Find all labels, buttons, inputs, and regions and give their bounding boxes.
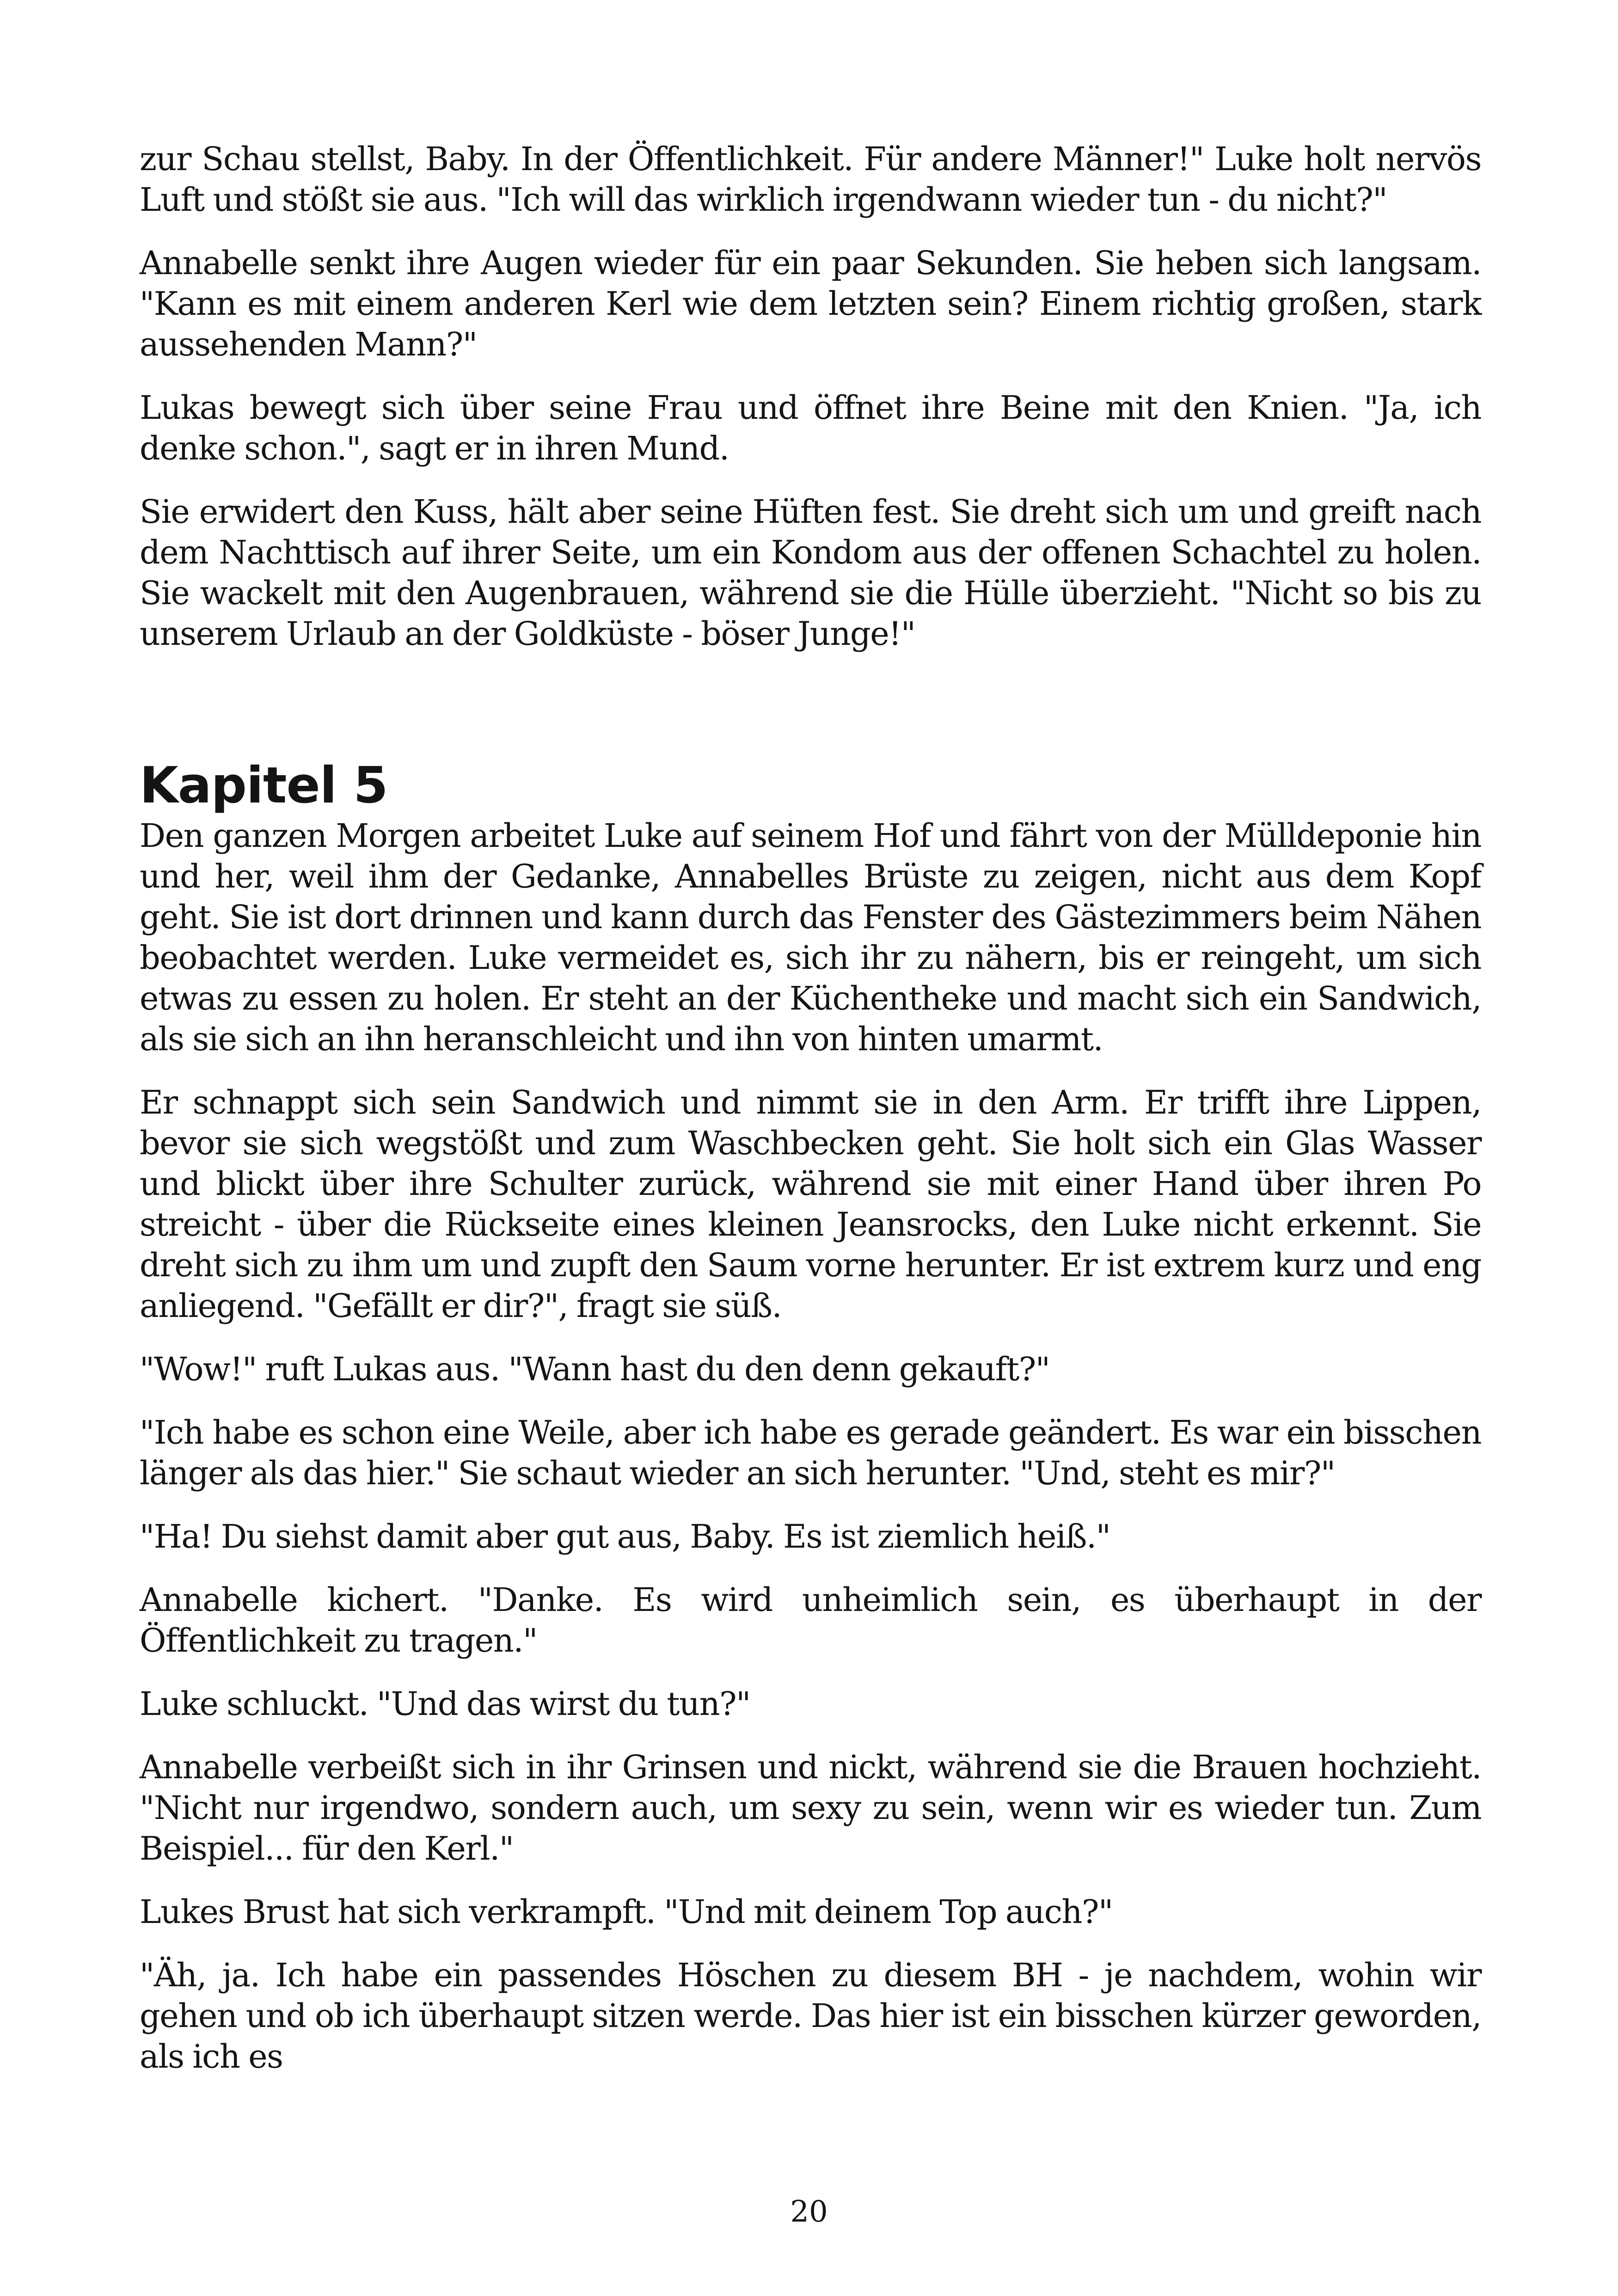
paragraph: Den ganzen Morgen arbeitet Luke auf seinem Hof und fährt von der Mülldeponie hin und her, weil ihm der Gedanke, Annabelles Brüste zu zeigen, nicht aus dem Kopf geht. Sie ist dort drinnen und kann durch das Fenster des Gästezimmers beim Nähen beobachtet werden. Luke vermeidet es, sich ihr zu nähern, bis er reingeht, um sich etwas zu essen zu holen. Er steht an der Küchentheke und macht sich ein Sandwich, als sie sich an ihn heranschleicht und ihn von hinten umarmt. [140, 817, 1481, 1058]
paragraph: "Wow!" ruft Lukas aus. "Wann hast du den denn gekauft?" [140, 1350, 1050, 1388]
paragraph: Lukes Brust hat sich verkrampft. "Und mit deinem Top auch?" [140, 1893, 1113, 1931]
page-number: 20 [790, 2195, 828, 2229]
chapter-heading: Kapitel 5 [140, 757, 388, 814]
paragraph: Annabelle verbeißt sich in ihr Grinsen und nickt, während sie die Brauen hochzieht. "Nicht nur irgendwo, sondern auch, um sexy zu sein, wenn wir es wieder tun. Zum Beispiel... für den Kerl." [140, 1748, 1481, 1867]
document-page [140, 139, 1481, 2247]
paragraph: Annabelle kichert. "Danke. Es wird unheimlich sein, es überhaupt in der Öffentlichkeit zu tragen." [140, 1581, 1481, 1659]
paragraph: "Äh, ja. Ich habe ein passendes Höschen zu diesem BH - je nachdem, wohin wir gehen und ob ich überhaupt sitzen werde. Das hier ist ein bisschen kürzer geworden, als ich es [140, 1956, 1481, 2076]
paragraph: Sie erwidert den Kuss, hält aber seine Hüften fest. Sie dreht sich um und greift nach dem Nachttisch auf ihrer Seite, um ein Kondom aus der offenen Schachtel zu holen. Sie wackelt mit den Augenbrauen, während sie die Hülle überzieht. "Nicht so bis zu unserem Urlaub an der Goldküste - böser Junge!" [140, 493, 1481, 653]
paragraph: Annabelle senkt ihre Augen wieder für ein paar Sekunden. Sie heben sich langsam. "Kann es mit einem anderen Kerl wie dem letzten sein? Einem richtig großen, stark aussehenden Mann?" [140, 244, 1481, 363]
paragraph: Er schnappt sich sein Sandwich und nimmt sie in den Arm. Er trifft ihre Lippen, bevor sie sich wegstößt und zum Waschbecken geht. Sie holt sich ein Glas Wasser und blickt über ihre Schulter zurück, während sie mit einer Hand über ihren Po streicht - über die Rückseite eines kleinen Jeansrocks, den Luke nicht erkennt. Sie dreht sich zu ihm um und zupft den Saum vorne herunter. Er ist extrem kurz und eng anliegend. "Gefällt er dir?", fragt sie süß. [140, 1084, 1481, 1325]
paragraph: zur Schau stellst, Baby. In der Öffentlichkeit. Für andere Männer!" Luke holt nervös Luft und stößt sie aus. "Ich will das wirklich irgendwann wieder tun - du nicht?" [140, 140, 1481, 219]
paragraph: Luke schluckt. "Und das wirst du tun?" [140, 1685, 750, 1723]
paragraph: Lukas bewegt sich über seine Frau und öffnet ihre Beine mit den Knien. "Ja, ich denke schon.", sagt er in ihren Mund. [140, 389, 1481, 467]
paragraph: "Ha! Du siehst damit aber gut aus, Baby. Es ist ziemlich heiß." [140, 1518, 1110, 1555]
paragraph: "Ich habe es schon eine Weile, aber ich habe es gerade geändert. Es war ein bisschen länger als das hier." Sie schaut wieder an sich herunter. "Und, steht es mir?" [140, 1414, 1481, 1492]
